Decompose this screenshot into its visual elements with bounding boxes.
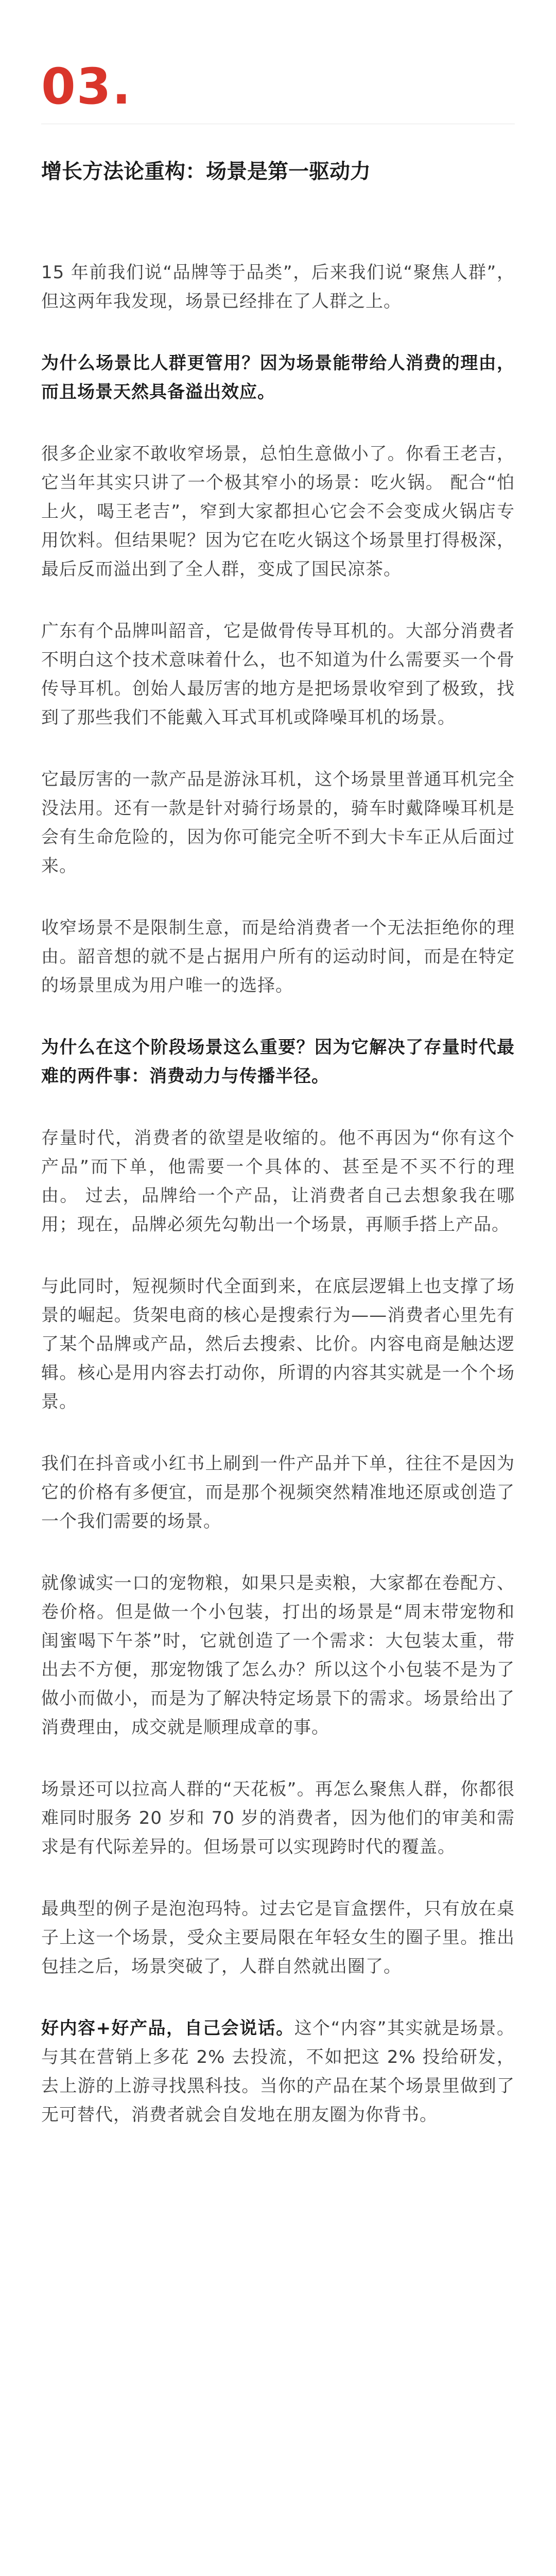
paragraph-douyin-xiaohongshu: 我们在抖音或小红书上刷到一件产品并下单，往往不是因为它的价格有多便宜，而是那个视频突然精准地还原或创造了一个我们需要的场景。 bbox=[41, 1453, 515, 1532]
paragraph-intro: 15 年前我们说“品牌等于品类”，后来我们说“聚焦人群”，但这两年我发现，场景已经排在了人群之上。 bbox=[41, 262, 515, 312]
paragraph-wanglaoji-example: 很多企业家不敢收窄场景，总怕生意做小了。你看王老吉，它当年其实只讲了一个极其窄小的场景：吃火锅。 配合“怕上火，喝王老吉”，窄到大家都担心它会不会变成火锅店专用饮料。但结果呢？因为它在吃火锅这个场景里打得极深，最后反而溢出到了全人群，变成了国民凉茶。 bbox=[41, 444, 515, 580]
paragraph-stock-era: 存量时代，消费者的欲望是收缩的。他不再因为“你有这个产品”而下单，他需要一个具体的、甚至是不买不行的理由。 过去，品牌给一个产品，让消费者自己去想象我在哪用；现在，品牌必须先勾勒出一个场景，再顺手搭上产品。 bbox=[41, 1128, 515, 1235]
paragraph-popmart-example: 最典型的例子是泡泡玛特。过去它是盲盒摆件，只有放在桌子上这一个场景，受众主要局限在年轻女生的圈子里。推出包挂之后，场景突破了，人群自然就出圈了。 bbox=[41, 1899, 515, 1977]
paragraph-question-scene-vs-audience: 为什么场景比人群更管用？因为场景能带给人消费的理由，而且场景天然具备溢出效应。 bbox=[41, 353, 515, 402]
paragraph-shokz-intro: 广东有个品牌叫韶音，它是做骨传导耳机的。大部分消费者不明白这个技术意味着什么，也不知道为什么需要买一个骨传导耳机。创始人最厉害的地方是把场景收窄到了极致，找到了那些我们不能戴入耳式耳机或降噪耳机的场景。 bbox=[41, 621, 515, 728]
paragraph-short-video: 与此同时，短视频时代全面到来，在底层逻辑上也支撑了场景的崛起。货架电商的核心是搜索行为——消费者心里先有了某个品牌或产品，然后去搜索、比价。内容电商是触达逻辑。核心是用内容去打动你，所谓的内容其实就是一个个场景。 bbox=[41, 1276, 515, 1412]
paragraph-shokz-products: 它最厉害的一款产品是游泳耳机，这个场景里普通耳机完全没法用。还有一款是针对骑行场景的，骑车时戴降噪耳机是会有生命危险的，因为你可能完全听不到大卡车正从后面过来。 bbox=[41, 769, 515, 876]
paragraph-content-product-lead: 好内容+好产品，自己会说话。 bbox=[41, 2018, 294, 2039]
paragraph-narrow-scene: 收窄场景不是限制生意，而是给消费者一个无法拒绝你的理由。韶音想的就不是占据用户所有的运动时间，而是在特定的场景里成为用户唯一的选择。 bbox=[41, 918, 515, 996]
section-title: 增长方法论重构：场景是第一驱动力 bbox=[41, 160, 371, 183]
paragraph-content-product-body: 这个“内容”其实就是场景。与其在营销上多花 2% 去投流，不如把这 2% 投给研发，去上游的上游寻找黑科技。当你的产品在某个场景里做到了无可替代，消费者就会自发地在朋友圈为你背书。 bbox=[41, 2018, 515, 2125]
paragraph-question-why-now: 为什么在这个阶段场景这么重要？因为它解决了存量时代最难的两件事：消费动力与传播半径。 bbox=[41, 1037, 515, 1087]
section-number: 03. bbox=[41, 58, 132, 115]
paragraph-content-product bbox=[41, 2014, 515, 2129]
paragraph-pet-food-example: 就像诚实一口的宠物粮，如果只是卖粮，大家都在卷配方、卷价格。但是做一个小包装，打出的场景是“周末带宠物和闺蜜喝下午茶”时，它就创造了一个需求：大包装太重，带出去不方便，那宠物饿了怎么办？所以这个小包装不是为了做小而做小，而是为了解决特定场景下的需求。场景给出了消费理由，成交就是顺理成章的事。 bbox=[41, 1573, 515, 1738]
paragraph-audience-ceiling: 场景还可以拉高人群的“天花板”。再怎么聚焦人群，你都很难同时服务 20 岁和 70 岁的消费者，因为他们的审美和需求是有代际差异的。但场景可以实现跨时代的覆盖。 bbox=[41, 1779, 515, 1857]
